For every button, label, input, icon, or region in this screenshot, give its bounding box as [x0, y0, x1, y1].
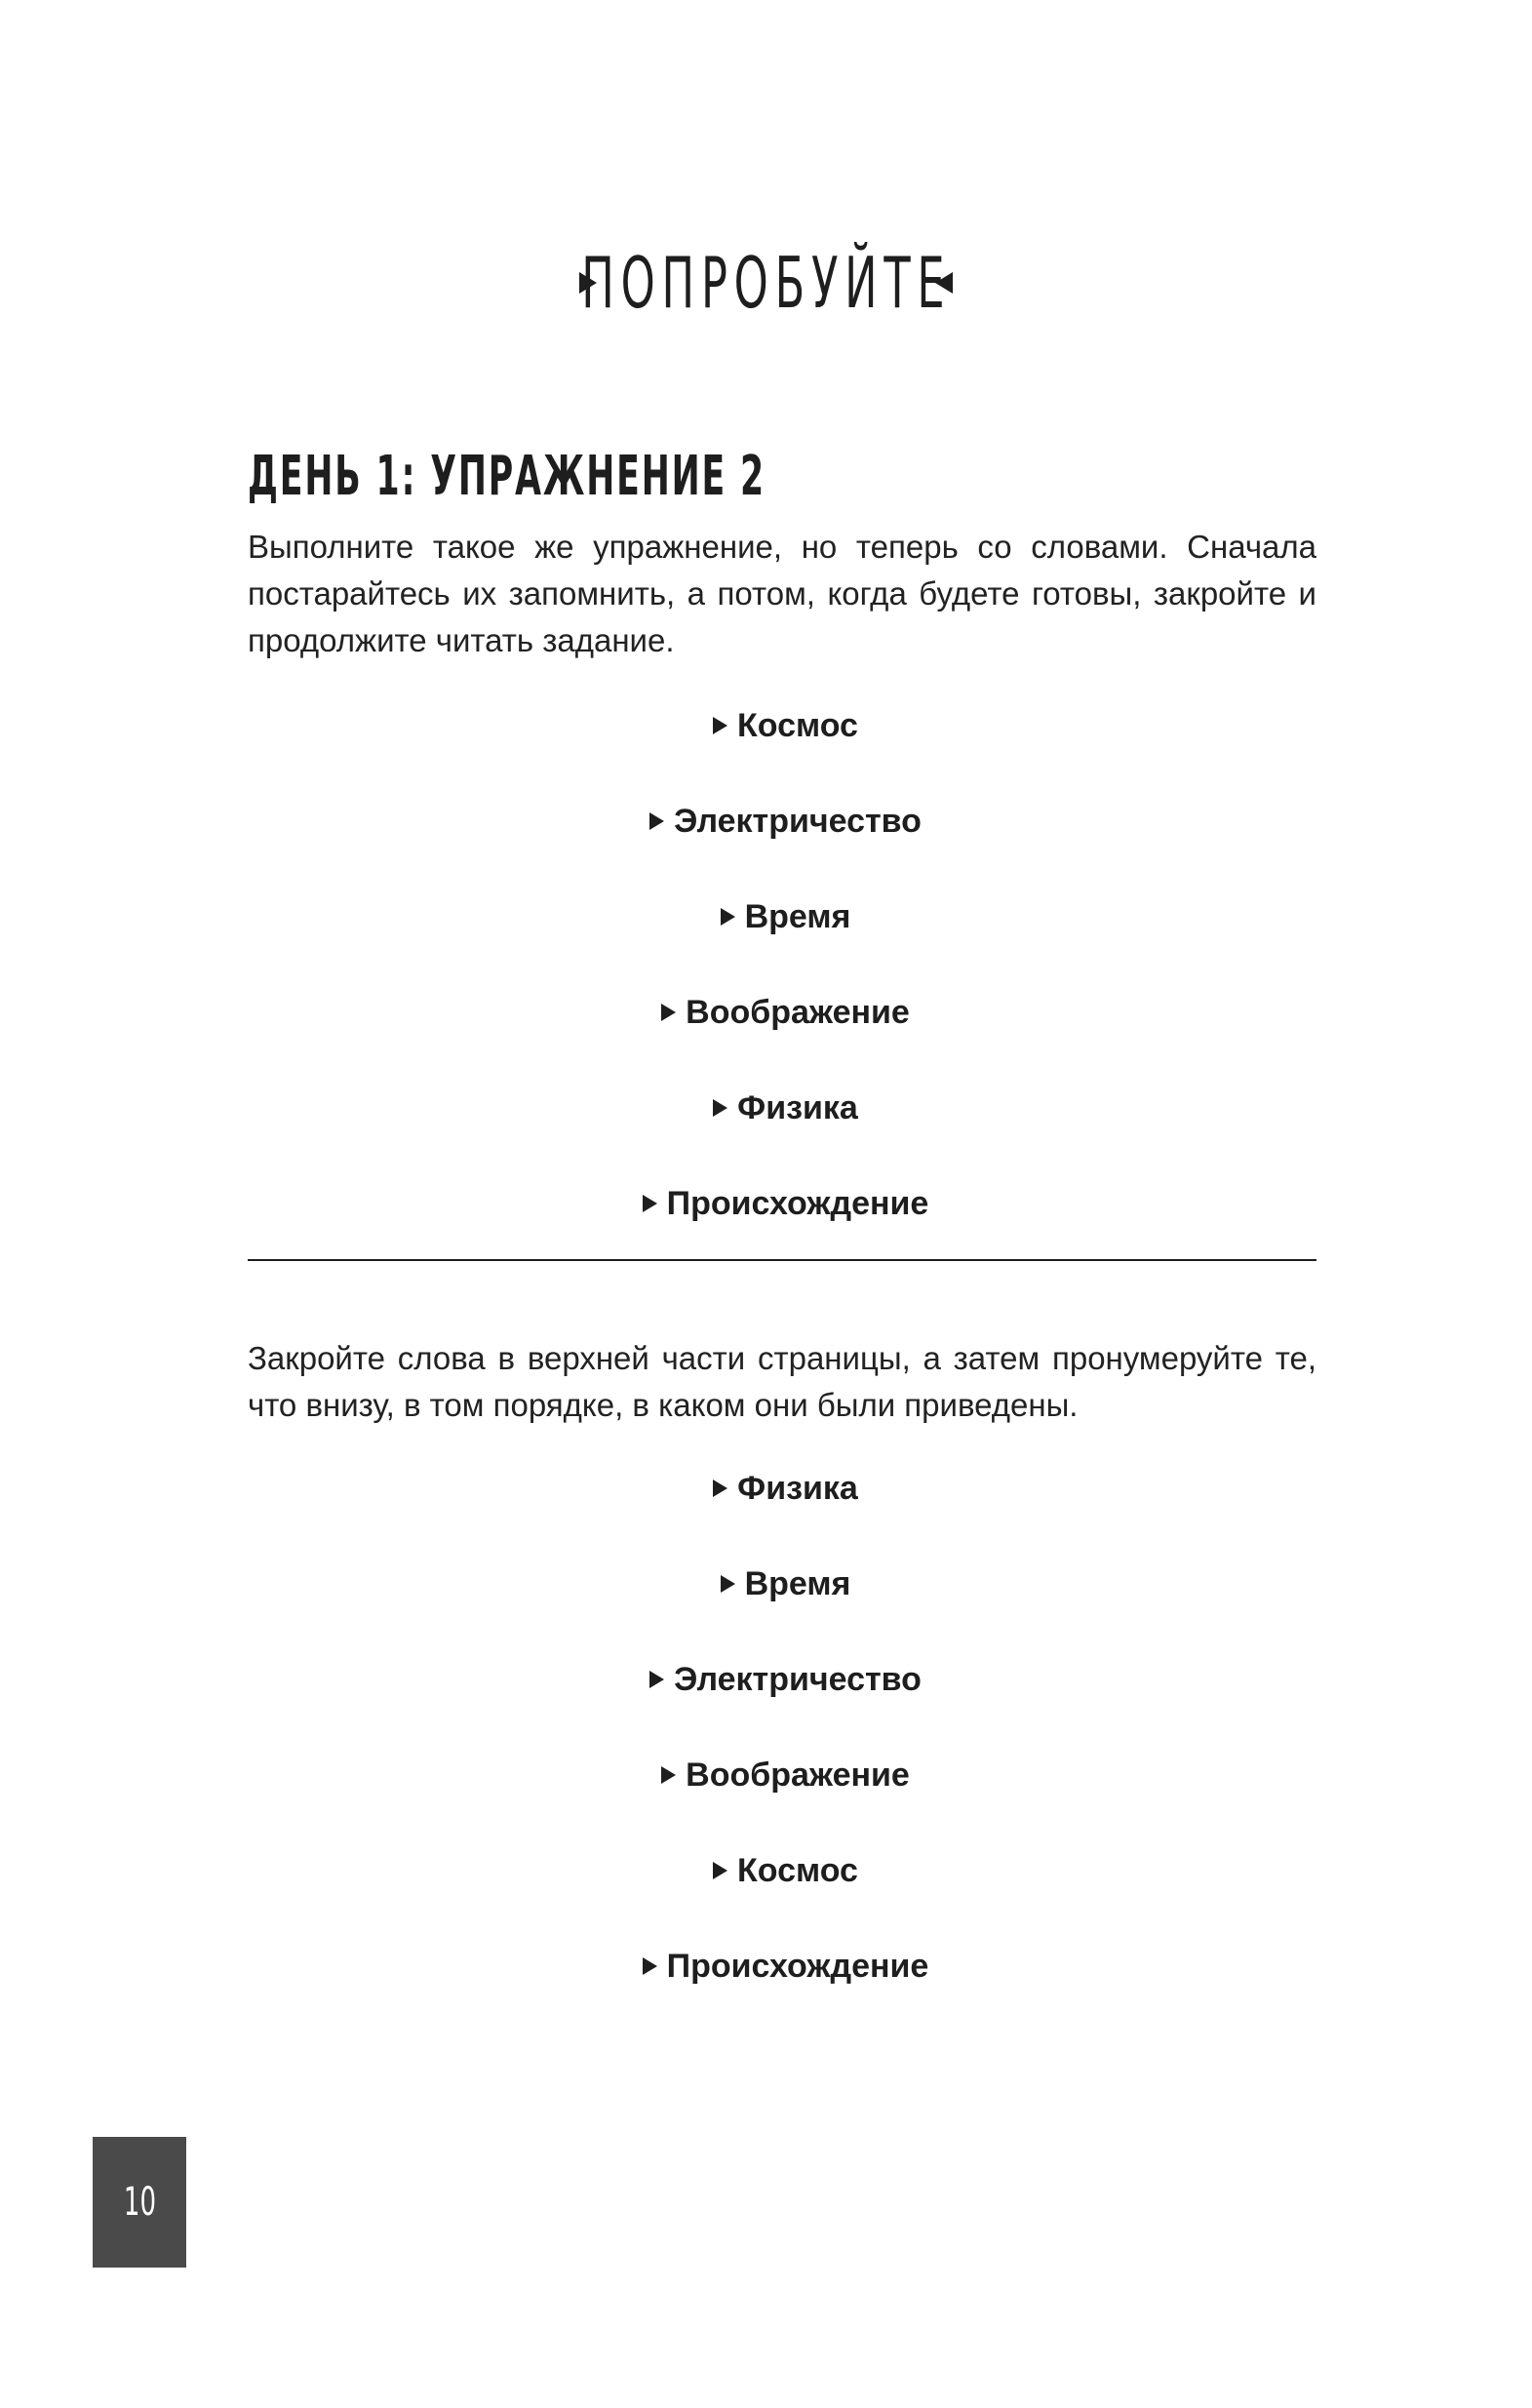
- page-title: ПОПРОБУЙТЕ: [580, 242, 952, 324]
- list-item: [0, 1632, 1532, 1727]
- word-label: Время: [744, 1564, 851, 1602]
- list-item: [0, 678, 1532, 773]
- word-label: Физика: [737, 1469, 858, 1507]
- triangle-right-icon: [721, 1575, 735, 1593]
- triangle-right-icon: [713, 717, 727, 734]
- page-number-box: [93, 2137, 186, 2268]
- word-label: Воображение: [686, 993, 910, 1031]
- list-item: [0, 1536, 1532, 1632]
- word-label: Воображение: [686, 1756, 910, 1794]
- triangle-right-icon: [661, 1766, 676, 1784]
- instruction-paragraph: Закройте слова в верхней части страницы, а затем пронумеруйте те, что внизу, в том порядке, в каком они были приведены.: [248, 1340, 1316, 1423]
- shuffled-word-list: [0, 1441, 1532, 2014]
- title-row: [0, 234, 1532, 332]
- word-label: Электричество: [674, 1660, 922, 1698]
- triangle-right-icon: [649, 1671, 664, 1688]
- word-label: Происхождение: [666, 1947, 929, 1985]
- triangle-right-icon: [649, 812, 664, 830]
- exercise-heading: ДЕНЬ 1: УПРАЖНЕНИЕ 2: [248, 445, 766, 509]
- triangle-right-icon: [713, 1099, 727, 1117]
- list-item: [0, 869, 1532, 965]
- original-word-list: [0, 678, 1532, 1251]
- triangle-right-icon: [713, 1480, 727, 1497]
- word-label: Космос: [737, 706, 858, 744]
- triangle-right-icon: [643, 1195, 657, 1212]
- triangle-right-icon: [721, 908, 735, 926]
- word-label: Происхождение: [666, 1184, 929, 1222]
- list-item: [0, 1918, 1532, 2014]
- list-item: [0, 1441, 1532, 1536]
- list-item: [0, 1823, 1532, 1918]
- list-item: [0, 773, 1532, 869]
- list-item: [0, 965, 1532, 1060]
- list-item: [0, 1156, 1532, 1251]
- list-item: [0, 1727, 1532, 1823]
- word-label: Физика: [737, 1088, 858, 1126]
- intro-paragraph: Выполните такое же упражнение, но теперь со словами. Сначала постарайтесь их запомнить, а потом, когда будете готовы, закройте и продолжите читать задание.: [248, 529, 1316, 658]
- list-item: [0, 1060, 1532, 1156]
- word-label: Электричество: [674, 802, 922, 840]
- word-label: Космос: [737, 1851, 858, 1889]
- triangle-right-icon: [713, 1862, 727, 1879]
- triangle-right-icon: [643, 1957, 657, 1975]
- word-label: Время: [744, 897, 851, 935]
- divider: [248, 1259, 1316, 1261]
- triangle-right-icon: [661, 1004, 676, 1021]
- page-number: 10: [123, 2180, 156, 2225]
